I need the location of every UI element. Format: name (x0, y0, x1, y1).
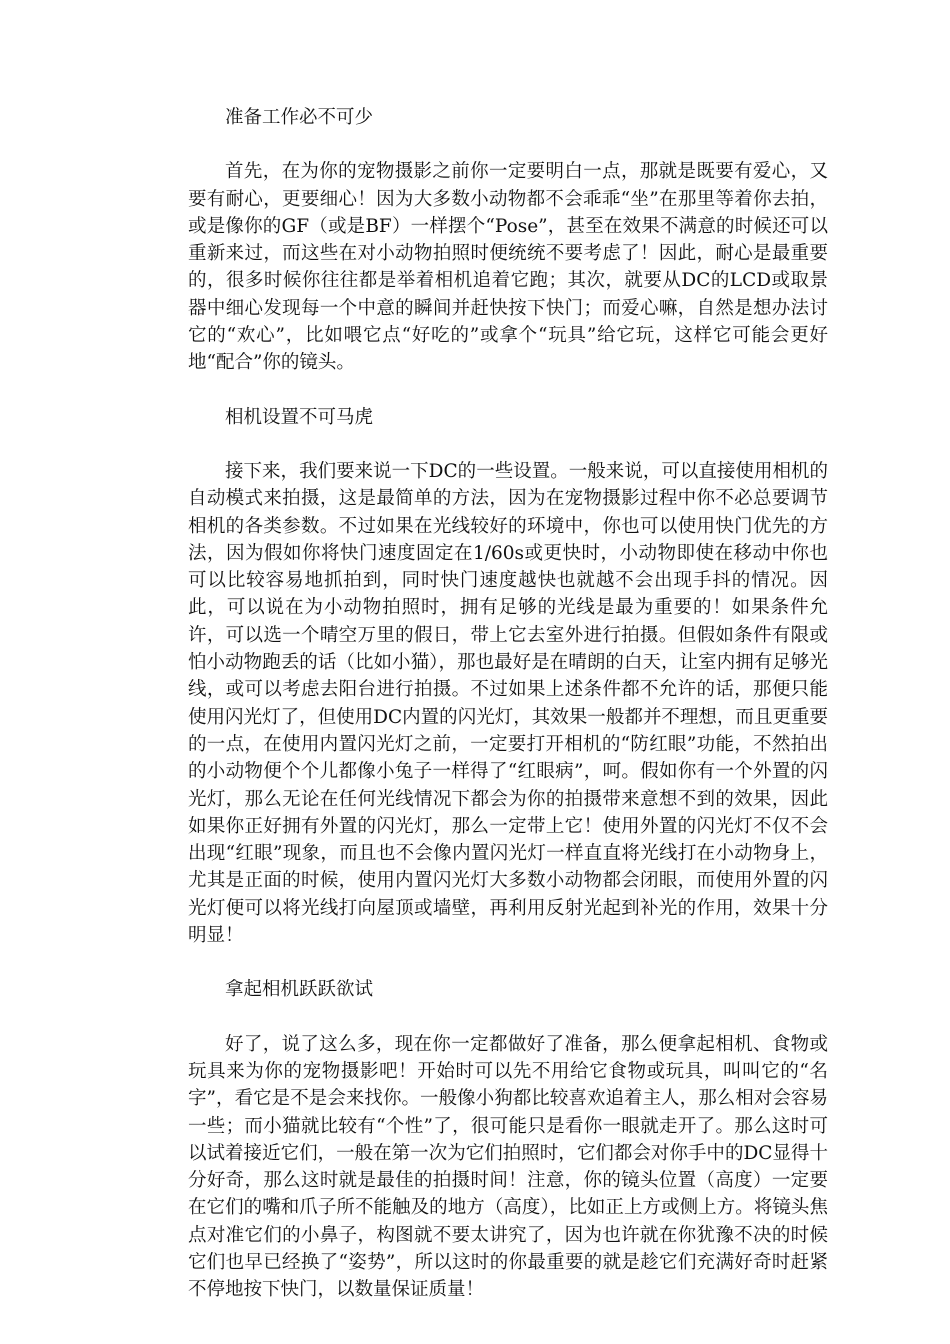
section-paragraph-preparation: 首先，在为你的宠物摄影之前你一定要明白一点，那就是既要有爱心，又要有耐心，更要细心！因为大多数小动物都不会乖乖“坐”在那里等着你去拍，或是像你的GF（或是BF）一样摆个“Pose”，甚至在效果不满意的时候还可以重新来过，而这些在对小动物拍照时便统统不要考虑了！因此，耐心是最重要的，很多时候你往往都是举着相机追着它跑；其次，就要从DC的LCD或取景器中细心发现每一个中意的瞬间并赶快按下快门；而爱心嘛，自然是想办法讨它的“欢心”，比如喂它点“好吃的”或拿个“玩具”给它玩，这样它可能会更好地“配合”你的镜头。 (188, 161, 828, 374)
section-heading-preparation: 准备工作必不可少 (225, 107, 374, 128)
section-heading-start-shooting: 拿起相机跃跃欲试 (225, 979, 374, 1001)
document-page (188, 104, 828, 1304)
section-paragraph-camera-settings: 接下来，我们要来说一下DC的一些设置。一般来说，可以直接使用相机的自动模式来拍摄，这是最简单的方法，因为在宠物摄影过程中你不必总要调节相机的各类参数。不过如果在光线较好的环境中，你也可以使用快门优先的方法，因为假如你将快门速度固定在1/60s或更快时，小动物即使在移动中你也可以比较容易地抓拍到，同时快门速度越快也就越不会出现手抖的情况。因此，可以说在为小动物拍照时，拥有足够的光线是最为重要的！如果条件允许，可以选一个晴空万里的假日，带上它去室外进行拍摄。但假如条件有限或怕小动物跑丢的话（比如小猫），那也最好是在晴朗的白天，让室内拥有足够光线，或可以考虑去阳台进行拍摄。不过如果上述条件都不允许的话，那便只能使用闪光灯了，但使用DC内置的闪光灯，其效果一般都并不理想，而且更重要的一点，在使用内置闪光灯之前，一定要打开相机的“防红眼”功能，不然拍出的小动物便个个儿都像小兔子一样得了“红眼病”，呵。假如你有一个外置的闪光灯，那么无论在任何光线情况下都会为你的拍摄带来意想不到的效果，因此如果你正好拥有外置的闪光灯，那么一定带上它！使用外置的闪光灯不仅不会出现“红眼”现象，而且也不会像内置闪光灯一样直直将光线打在小动物身上，尤其是正面的时候，使用内置闪光灯大多数小动物都会闭眼，而使用外置的闪光灯便可以将光线打向屋顶或墙壁，再利用反射光起到补光的作用，效果十分明显！ (188, 460, 828, 947)
section-paragraph-start-shooting: 好了，说了这么多，现在你一定都做好了准备，那么便拿起相机、食物或玩具来为你的宠物摄影吧！开始时可以先不用给它食物或玩具，叫叫它的“名字”，看它是不是会来找你。一般像小狗都比较喜欢追着主人，那么相对会容易一些；而小猫就比较有“个性”了，很可能只是看你一眼就走开了。那么这时可以试着接近它们，一般在第一次为它们拍照时，它们都会对你手中的DC显得十分好奇，那么这时就是最佳的拍摄时间！注意，你的镜头位置（高度）一定要在它们的嘴和爪子所不能触及的地方（高度），比如正上方或侧上方。将镜头焦点对准它们的小鼻子，构图就不要太讲究了，因为也许就在你犹豫不决的时候它们也早已经换了“姿势”，所以这时的你最重要的就是趁它们充满好奇时赶紧不停地按下快门，以数量保证质量！ (188, 1033, 828, 1301)
section-heading-camera-settings: 相机设置不可马虎 (225, 406, 374, 428)
